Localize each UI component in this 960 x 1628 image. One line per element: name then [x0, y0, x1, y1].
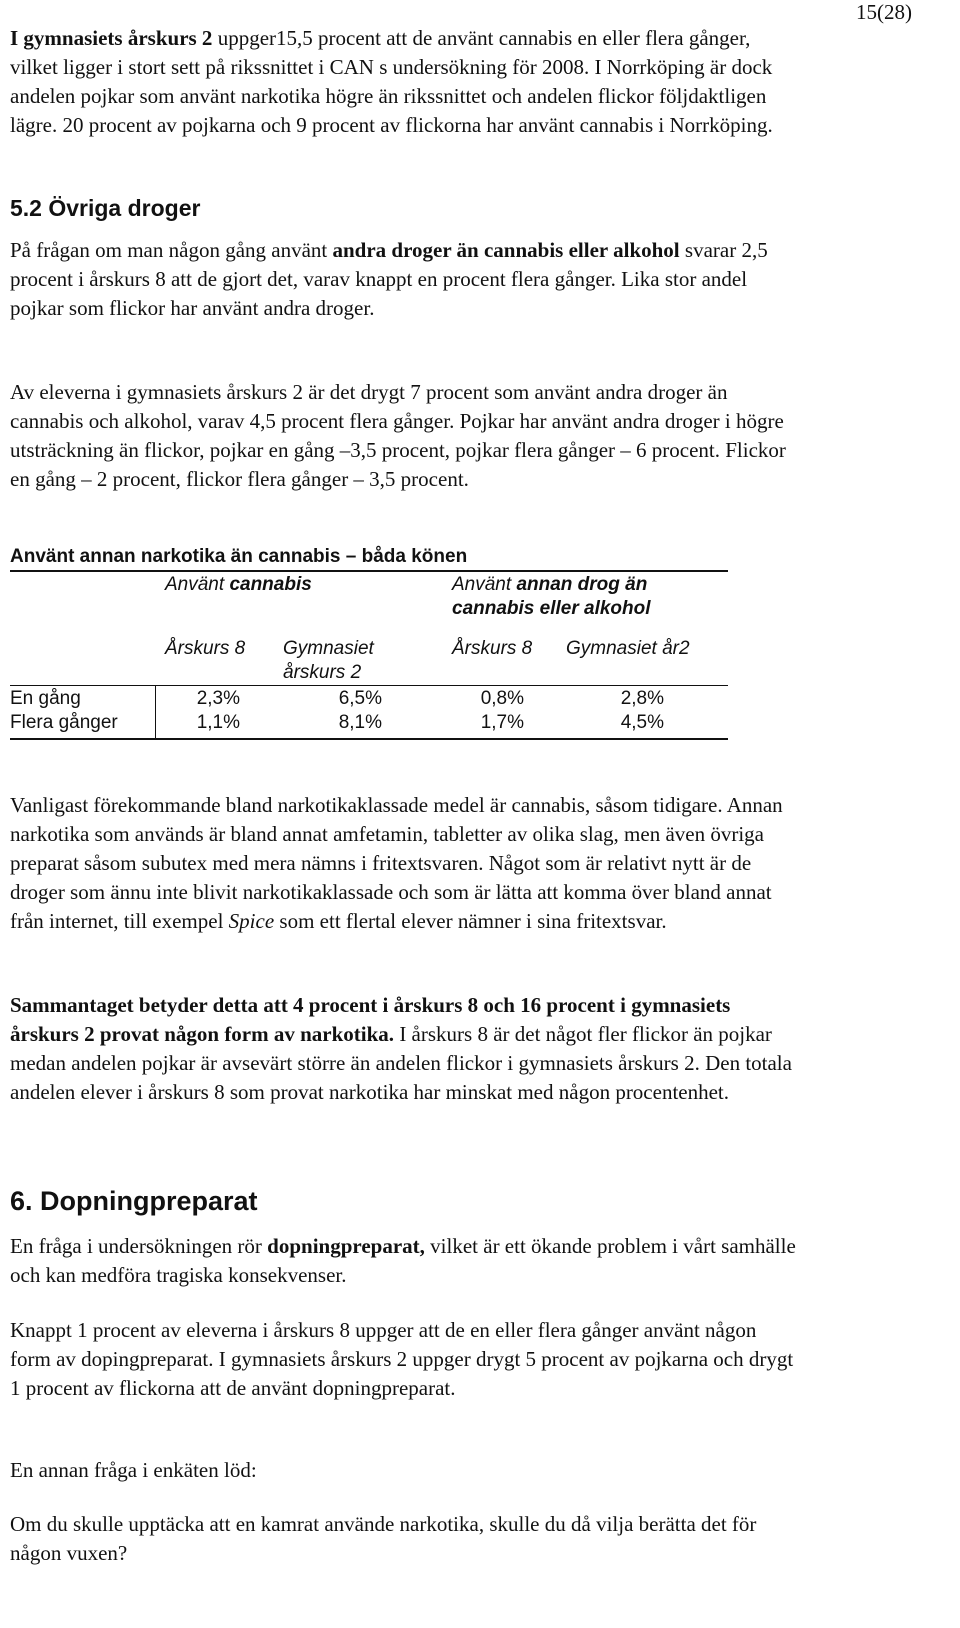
cell-en-gang-ak8-cannabis: 2,3% — [196, 688, 240, 709]
narcotics-table — [10, 545, 730, 745]
table-top-rule — [10, 570, 728, 572]
col-header-gymnasiet-a: Gymnasiet årskurs 2 — [283, 638, 374, 683]
cell-en-gang-ak8-annan: 0,8% — [480, 688, 524, 709]
table-bottom-rule — [10, 738, 728, 740]
group-header-cannabis: Använt cannabis — [165, 574, 312, 595]
row-label-en-gang: En gång — [10, 688, 81, 709]
col-header-arskurs8-a: Årskurs 8 — [165, 638, 246, 659]
italic-spice: Spice — [228, 909, 275, 933]
row-label-flera-ganger: Flera gånger — [10, 712, 118, 733]
cell-flera-ak8-annan: 1,7% — [480, 712, 524, 733]
paragraph-annan-fraga: En annan fråga i enkäten löd: — [10, 1458, 257, 1482]
paragraph-dopning-1: En fråga i undersökningen rör dopningpreparat, vilket är ett ökande problem i vårt samhälle och kan medföra tragiska konsekvenser. — [10, 1234, 796, 1287]
paragraph-cannabis-gymnasiet: I gymnasiets årskurs 2 uppger15,5 procent att de använt cannabis en eller flera gånger, vilket ligger i stort sett på rikssnittet i CAN s undersökning för 2008. I Norrköping är dock andelen pojkar som använt narkotika högre än rikssnittet och andelen flickor följdaktligen lägre. 20 procent av pojkarna och 9 procent av flickorna har använt cannabis i Norrköping. — [10, 26, 773, 137]
page-number: 15(28) — [856, 0, 912, 24]
cell-en-gang-gy-annan: 2,8% — [620, 688, 664, 709]
table-header-rule — [10, 685, 728, 686]
group-header-annan-drog: Använt annan drog än cannabis eller alkohol — [452, 574, 651, 619]
col-header-arskurs8-b: Årskurs 8 — [452, 638, 533, 659]
bold-phrase: I gymnasiets årskurs 2 — [10, 26, 213, 50]
table-title: Använt annan narkotika än cannabis – båda könen — [10, 546, 468, 567]
section-heading-6: 6. Dopningpreparat — [10, 1186, 258, 1216]
paragraph-dopning-2: Knappt 1 procent av eleverna i årskurs 8 uppger att de en eller flera gånger använt någon form av dopingpreparat. I gymnasiets årskurs 2 uppger drygt 5 procent av pojkarna och drygt 1 procent av flickorna att de använt dopningpreparat. — [10, 1318, 794, 1400]
cell-flera-gy-cannabis: 8,1% — [338, 712, 382, 733]
cell-flera-gy-annan: 4,5% — [620, 712, 664, 733]
cell-flera-ak8-cannabis: 1,1% — [196, 712, 240, 733]
table-label-divider — [155, 685, 156, 740]
paragraph-question: Om du skulle upptäcka att en kamrat använde narkotika, skulle du då vilja berätta det för någon vuxen? — [10, 1512, 757, 1565]
section-heading-5-2: 5.2 Övriga droger — [10, 195, 201, 221]
cell-en-gang-gy-cannabis: 6,5% — [338, 688, 382, 709]
paragraph-ovriga-droger-1: På frågan om man någon gång använt andra droger än cannabis eller alkohol svarar 2,5 procent i årskurs 8 att de gjort det, varav knappt en procent flera gånger. Lika stor andel pojkar som flickor har använt andra droger. — [10, 238, 768, 320]
col-header-gymnasiet-b: Gymnasiet år2 — [566, 638, 690, 659]
paragraph-sammantaget: Sammantaget betyder detta att 4 procent i årskurs 8 och 16 procent i gymnasiets årskurs 2 provat någon form av narkotika. I årskurs 8 är det något fler flickor än pojkar medan andelen pojkar är avsevärt större än andelen flickor i gymnasiets årskurs 2. Den totala andelen elever i årskurs 8 som provat narkotika har minskat med någon procentenhet. — [10, 993, 792, 1104]
paragraph-ovriga-droger-2: Av eleverna i gymnasiets årskurs 2 är det drygt 7 procent som använt andra droger än cannabis och alkohol, varav 4,5 procent flera gånger. Pojkar har använt andra droger i högre utsträckning än flickor, pojkar en gång –3,5 procent, pojkar flera gånger – 6 procent. Flickor en gång – 2 procent, flickor flera gånger – 3,5 procent. — [10, 380, 786, 491]
paragraph-vanligast: Vanligast förekommande bland narkotikaklassade medel är cannabis, såsom tidigare. Annan narkotika som används är bland annat amfetamin, tabletter av olika slag, men även övriga preparat såsom subutex med mera nämns i fritextsvaren. Något som är relativt nytt är de droger som ännu inte blivit narkotikaklassade och som är lätta att komma över bland annat från internet, till exempel Spice som ett flertal elever nämner i sina fritextsvar. — [10, 793, 783, 933]
